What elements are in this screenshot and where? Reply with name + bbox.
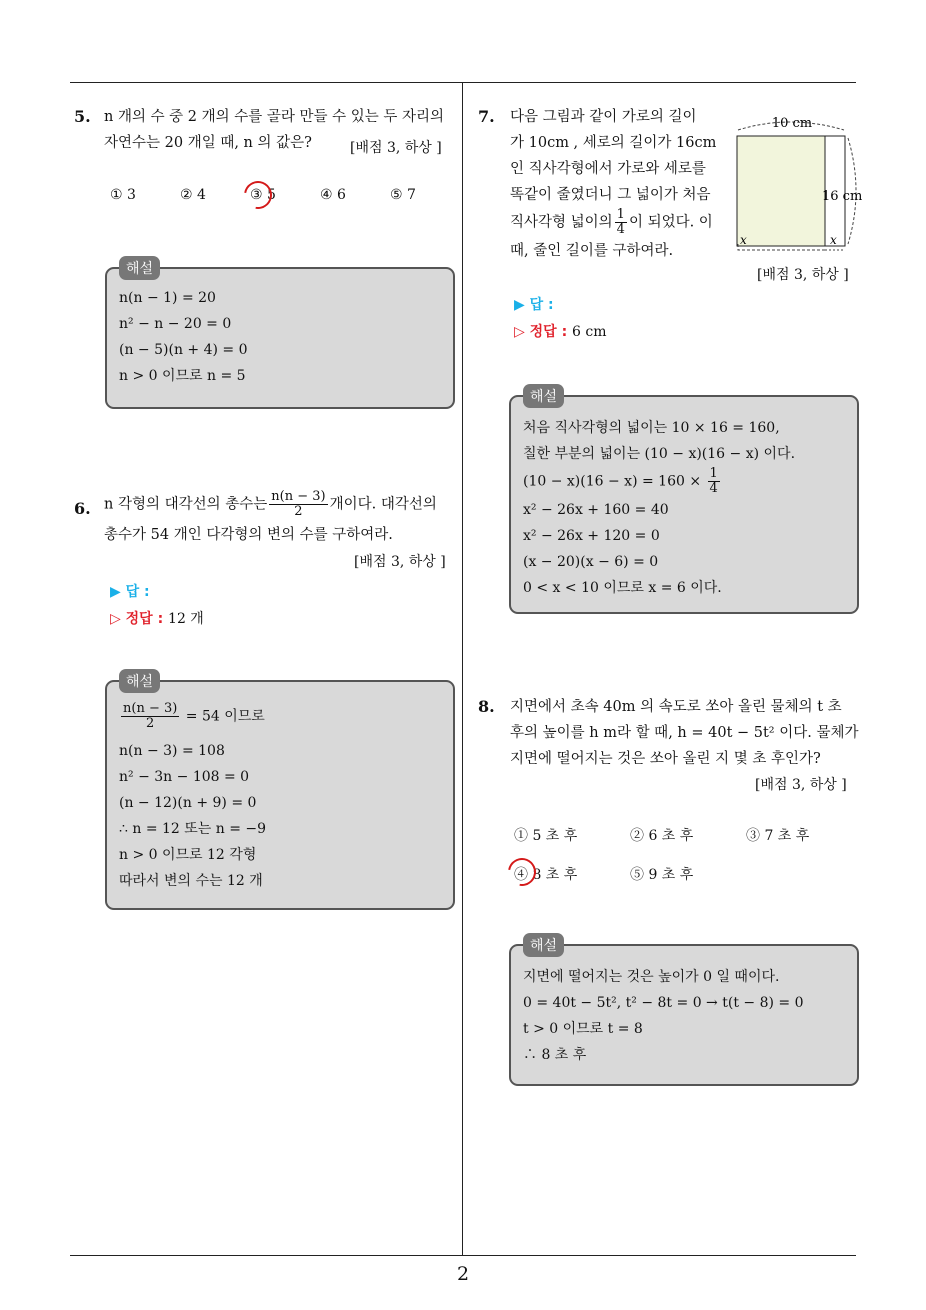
q6-frac-num: n(n − 3) xyxy=(271,489,326,504)
q8-sol-line: t > 0 이므로 t = 8 xyxy=(523,1021,643,1037)
q8-number: 8. xyxy=(478,697,495,716)
q5-line1: n 개의 수 중 2 개의 수를 골라 만들 수 있는 두 자리의 xyxy=(104,109,445,125)
q7-correct-label: ▷ 정답 : xyxy=(514,324,568,340)
q6-sol-line: n > 0 이므로 12 각형 xyxy=(119,847,257,863)
q7-figure xyxy=(730,112,865,257)
q7-sol-line: 칠한 부분의 넓이는 (10 − x)(16 − x) 이다. xyxy=(523,446,796,462)
q8-line: 지면에 떨어지는 것은 쏘아 올린 지 몇 초 후인가? xyxy=(510,751,821,767)
top-rule xyxy=(70,82,856,83)
q5-solution-box xyxy=(105,267,455,409)
q7-sol-line: x² − 26x + 120 = 0 xyxy=(523,528,660,544)
q5-choice-5[interactable]: ⑤ 7 xyxy=(390,187,416,203)
q7-question xyxy=(510,104,725,264)
q7-shaded-rect xyxy=(737,136,825,246)
q6-sol-line: 따라서 변의 수는 12 개 xyxy=(119,873,263,889)
q6-sol-line: n² − 3n − 108 = 0 xyxy=(119,769,250,785)
q6-solution-box xyxy=(105,680,455,910)
q7-x-right-label: x xyxy=(830,233,837,247)
q7-frac-den: 4 xyxy=(616,222,625,237)
q6-line1-a: n 각형의 대각선의 총수는 xyxy=(104,496,268,513)
q6-question xyxy=(104,490,456,548)
q7-sol-frac-num: 1 xyxy=(709,466,718,481)
q7-x-left-label: x xyxy=(740,233,747,247)
q7-correct-row xyxy=(514,321,607,341)
q7-solution-box xyxy=(509,395,859,614)
q7-line6: 때, 줄인 길이를 구하여라. xyxy=(510,243,674,259)
q8-choice-4[interactable]: ④ 8 초 후 xyxy=(514,867,578,883)
q6-correct-row xyxy=(110,608,204,628)
q8-meta: [배점 3, 하상 ] xyxy=(755,777,847,793)
q8-line: 지면에서 초속 40m 의 속도로 쏘아 올린 물체의 t 초 xyxy=(510,699,842,715)
q7-sol-line: 0 < x < 10 이므로 x = 6 이다. xyxy=(523,580,722,596)
q7-meta: [배점 3, 하상 ] xyxy=(757,267,849,283)
q6-correct-value: 12 개 xyxy=(168,611,204,627)
q5-sol-line: n(n − 1) = 20 xyxy=(119,290,216,306)
q6-solution-tag: 해설 xyxy=(119,669,160,693)
q8-choice-2[interactable]: ② 6 초 후 xyxy=(630,828,694,844)
q6-correct-label: ▷ 정답 : xyxy=(110,611,164,627)
q5-sol-line: n² − n − 20 = 0 xyxy=(119,316,232,332)
q5-choice-4[interactable]: ④ 6 xyxy=(320,187,346,203)
bottom-rule xyxy=(70,1255,856,1256)
q6-sol-first-tail: = 54 이므로 xyxy=(185,708,265,725)
q7-answer-label: ▶ 답 : xyxy=(514,297,554,313)
column-divider xyxy=(462,82,463,1256)
q6-number: 6. xyxy=(74,499,91,518)
q5-number: 5. xyxy=(74,107,91,126)
q7-number: 7. xyxy=(478,107,495,126)
q8-solution-box xyxy=(509,944,859,1086)
page-number: 2 xyxy=(456,1263,470,1285)
q7-frac-num: 1 xyxy=(616,207,625,222)
q7-line5-b: 이 되었다. 이 xyxy=(628,214,713,231)
q5-line2: 자연수는 20 개일 때, n 의 값은? xyxy=(104,135,312,151)
q7-line5-a: 직사각형 넓이의 xyxy=(510,214,613,231)
q6-line2: 총수가 54 개인 다각형의 변의 수를 구하여라. xyxy=(104,527,393,543)
q7-sol-frac-den: 4 xyxy=(709,481,718,496)
q6-answer-label: ▶ 답 : xyxy=(110,584,150,600)
q7-line: 인 직사각형에서 가로와 세로를 xyxy=(510,161,706,177)
q6-fraction xyxy=(269,490,327,519)
q6-line1-b: 개이다. 대각선의 xyxy=(329,496,437,513)
q7-line: 다음 그림과 같이 가로의 길이 xyxy=(510,109,697,125)
q6-meta: [배점 3, 하상 ] xyxy=(354,554,446,570)
q8-choice-3[interactable]: ③ 7 초 후 xyxy=(746,828,810,844)
q7-height-label: 16 cm xyxy=(822,189,863,204)
q8-selected-mark-icon xyxy=(503,853,542,892)
q8-choice-1[interactable]: ① 5 초 후 xyxy=(514,828,578,844)
q5-choice-1[interactable]: ① 3 xyxy=(110,187,136,203)
q8-sol-line: 지면에 떨어지는 것은 높이가 0 일 때이다. xyxy=(523,969,780,985)
q7-width-label: 10 cm xyxy=(771,116,813,131)
q5-meta: [배점 3, 하상 ] xyxy=(350,140,442,156)
q5-selected-mark-icon xyxy=(239,176,278,215)
q6-sol-frac-num: n(n − 3) xyxy=(123,701,178,716)
q6-frac-den: 2 xyxy=(294,504,303,519)
q7-sol-fraction xyxy=(708,467,720,496)
q7-line: 가 10cm , 세로의 길이가 16cm xyxy=(510,135,717,151)
q5-choice-3[interactable]: ③ 5 xyxy=(250,187,276,203)
q7-sol-line: 처음 직사각형의 넓이는 10 × 16 = 160, xyxy=(523,420,780,436)
q7-solution-tag: 해설 xyxy=(523,384,564,408)
q5-choice-2[interactable]: ② 4 xyxy=(180,187,206,203)
q8-question xyxy=(510,694,860,772)
q7-line: 똑같이 줄였더니 그 넓이가 처음 xyxy=(510,187,711,203)
q8-sol-line: ∴ 8 초 후 xyxy=(523,1047,587,1063)
q7-correct-value: 6 cm xyxy=(572,324,607,340)
q7-sol-line: (x − 20)(x − 6) = 0 xyxy=(523,554,659,570)
q8-choice-5[interactable]: ⑤ 9 초 후 xyxy=(630,867,694,883)
q6-sol-fraction xyxy=(121,702,179,731)
q5-sol-line: n > 0 이므로 n = 5 xyxy=(119,368,246,384)
q8-solution-tag: 해설 xyxy=(523,933,564,957)
q7-sol-line3-a: (10 − x)(16 − x) = 160 × xyxy=(523,473,702,490)
q7-sol-line: x² − 26x + 160 = 40 xyxy=(523,502,669,518)
q5-solution-tag: 해설 xyxy=(119,256,160,280)
q6-sol-line: ∴ n = 12 또는 n = −9 xyxy=(119,821,267,837)
q6-sol-line: (n − 12)(n + 9) = 0 xyxy=(119,795,257,811)
q6-sol-line: n(n − 3) = 108 xyxy=(119,743,225,759)
q5-sol-line: (n − 5)(n + 4) = 0 xyxy=(119,342,248,358)
q8-line: 후의 높이를 h m라 할 때, h = 40t − 5t² 이다. 물체가 xyxy=(510,725,859,741)
q6-sol-frac-den: 2 xyxy=(146,716,155,731)
q7-fraction xyxy=(615,208,627,237)
q8-sol-line: 0 = 40t − 5t², t² − 8t = 0 → t(t − 8) = 0 xyxy=(523,995,804,1011)
